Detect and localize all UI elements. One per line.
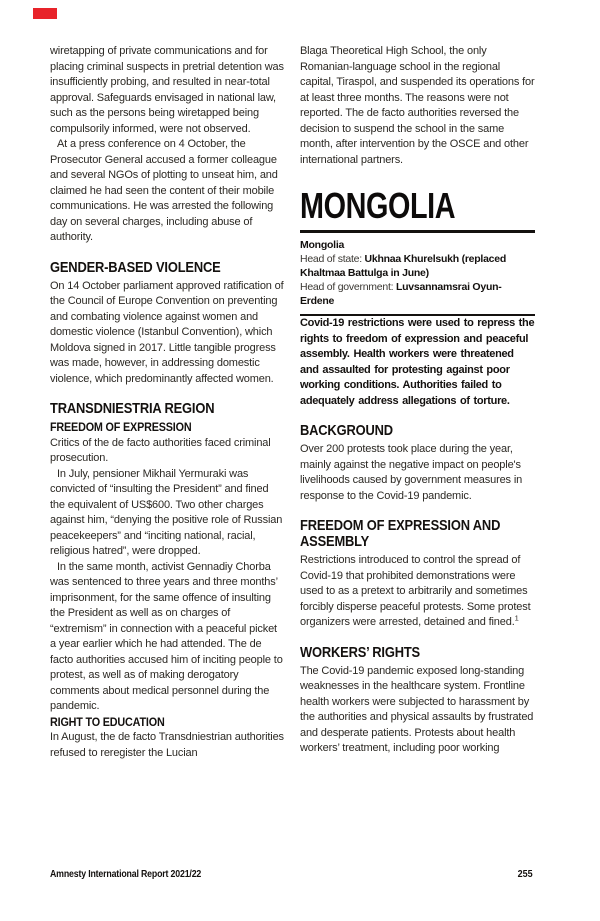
paragraph: In August, the de facto Transdniestrian authorities refused to reregister the Lucian <box>50 731 284 759</box>
paragraph: At a press conference on 4 October, the Prosecutor General accused a former colleague and several NGOs of plotting to unseat him, and claimed he had seen the content of their mobile communications. He was arrested the following day on several charges, including abuse of authority. <box>50 138 278 243</box>
section-heading-background: BACKGROUND <box>300 422 393 439</box>
country-infobox <box>300 230 535 316</box>
head-of-state-label: Head of state: <box>300 253 365 265</box>
infobox-head-of-state <box>300 252 535 280</box>
section-heading-freedom-of-expression-and-assembly: FREEDOM OF EXPRESSION AND ASSEMBLY <box>300 517 501 550</box>
head-of-government-value: Luvsannamsrai Oyun-Erdene <box>300 281 502 307</box>
paragraph: The Covid-19 pandemic exposed long-standing weaknesses in the healthcare system. Frontline health workers were subjected to harassment by the authorities and physical assaults by frustrated and desperate patients. Protests about health workers’ treatment, including poor working <box>300 664 534 754</box>
paragraph <box>300 553 535 631</box>
paragraph: In the same month, activist Gennadiy Chorba was sentenced to three years and three months’ imprisonment, for the same offence of insulting the President as well as on charges of “extremism” in connection with a peaceful picket a year earlier which he had attended. The de facto authorities accused him of inciting people to protest, as well as of making derogatory comments about medical personnel during the pandemic. <box>50 560 283 712</box>
infobox-country-name: Mongolia <box>300 239 345 251</box>
paragraph: Critics of the de facto authorities faced criminal prosecution. <box>50 436 271 464</box>
page-corner-tab <box>33 8 57 19</box>
paragraph: Blaga Theoretical High School, the only Romanian-language school in the regional capital, Tiraspol, and suspended its operations for at least three months. The reasons were not reported. The de facto authorities reversed the decision to suspend the school in the same month, after intervention by the OSCE and other international partners. <box>300 45 535 166</box>
left-column <box>50 44 285 761</box>
paragraph: wiretapping of private communications and for placing criminal suspects in pretrial detention was insufficiently probing, and resulted in near-total approval. Safeguards envisaged in national law, such as the persons being wiretapped being compulsorily informed, were not observed. <box>50 45 284 135</box>
section-heading-workers-rights: WORKERS’ RIGHTS <box>300 643 420 661</box>
infobox-head-of-government <box>300 280 535 308</box>
section-heading-transdniestria-region: TRANSDNIESTRIA REGION <box>50 400 215 417</box>
head-of-state-value: Ukhnaa Khurelsukh (replaced Khaltmaa Battulga in June) <box>300 253 507 279</box>
footnote-marker: 1 <box>514 613 519 623</box>
paragraph: Over 200 protests took place during the year, mainly against the negative impact on people's livelihoods caused by government measures in response to the Covid-19 pandemic. <box>300 443 523 502</box>
paragraph: On 14 October parliament approved ratification of the Council of Europe Convention on preventing and combating violence against women and domestic violence (Istanbul Convention), which Moldova signed in 2017. Little tangible progress was made, however, in addressing domestic violence, which predominantly affected women. <box>50 279 284 385</box>
paragraph: In July, pensioner Mikhail Yermuraki was convicted of “insulting the President” and fined the equivalent of US$600. Two other charges against him, “denying the positive role of Russian peacekeepers” and “inciting national, racial, religious hatred”, were dropped. <box>50 467 283 557</box>
footer-page-number: 255 <box>517 869 533 880</box>
paragraph-text: Restrictions introduced to control the spread of Covid-19 that prohibited demonstrations were used to as a pretext to arbitrarily and sometimes forcibly disperse peaceful protests. Some protest organizers were arrested, detained and fined. <box>300 554 531 628</box>
country-summary: Covid-19 restrictions were used to repress the rights to freedom of expression and peaceful assembly. Health workers were threatened and assaulted for protesting against poor working conditions. Authorities failed to adequately address allegations of torture. <box>300 317 535 407</box>
section-heading-gender-based-violence: GENDER-BASED VIOLENCE <box>50 258 221 276</box>
subsection-heading-freedom-of-expression: FREEDOM OF EXPRESSION <box>50 420 192 434</box>
head-of-government-label: Head of government: <box>300 281 396 293</box>
right-column <box>300 44 535 757</box>
subsection-heading-right-to-education: RIGHT TO EDUCATION <box>50 714 165 729</box>
country-title: MONGOLIA <box>300 185 456 226</box>
footer-report-title: Amnesty International Report 2021/22 <box>50 869 202 880</box>
